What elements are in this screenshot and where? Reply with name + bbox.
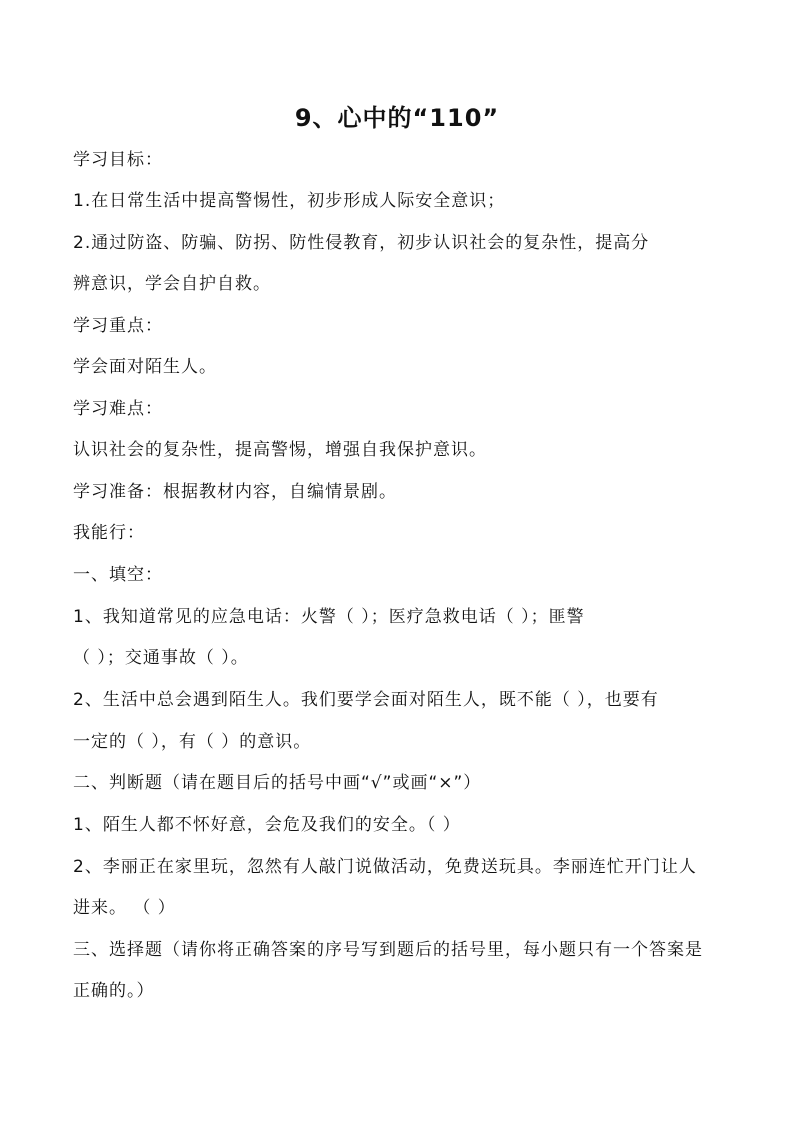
page-title: 9、心中的“110” (294, 104, 500, 132)
multiple-choice-heading-continued: 正确的。） (73, 981, 155, 1001)
fill-blank-question-2: 2、生活中总会遇到陌生人。我们要学会面对陌生人，既不能（ ），也要有 (73, 690, 659, 710)
preparation: 学习准备：根据教材内容，自编情景剧。 (73, 482, 397, 502)
true-false-heading: 二、判断题（请在题目后的括号中画“√”或画“×”） (73, 773, 482, 793)
true-false-question-2: 2、李丽正在家里玩，忽然有人敲门说做活动，免费送玩具。李丽连忙开门让人 (73, 857, 697, 877)
fill-blank-heading: 一、填空： (73, 565, 163, 585)
key-point: 学会面对陌生人。 (73, 357, 217, 377)
objective-1: 1.在日常生活中提高警惕性，初步形成人际安全意识； (73, 191, 506, 211)
section-heading-i-can: 我能行： (73, 523, 145, 543)
fill-blank-question-1: 1、我知道常见的应急电话：火警（ ）；医疗急救电话（ ）；匪警 (73, 607, 585, 627)
section-heading-objectives: 学习目标： (73, 150, 163, 170)
objective-2: 2.通过防盗、防骗、防拐、防性侵教育，初步认识社会的复杂性，提高分 (73, 233, 650, 253)
multiple-choice-heading: 三、选择题（请你将正确答案的序号写到题后的括号里，每小题只有一个答案是 (73, 940, 703, 960)
true-false-question-1: 1、陌生人都不怀好意，会危及我们的安全。（ ） (73, 815, 461, 835)
fill-blank-question-1-continued: （ ）；交通事故（ ）。 (73, 648, 249, 668)
section-heading-key-points: 学习重点： (73, 316, 163, 336)
section-heading-difficulties: 学习难点： (73, 399, 163, 419)
true-false-question-2-continued: 进来。 （ ） (73, 898, 176, 918)
fill-blank-question-2-continued: 一定的（ ），有（ ）的意识。 (73, 732, 312, 752)
objective-2-continued: 辨意识，学会自护自救。 (73, 274, 271, 294)
difficulty: 认识社会的复杂性，提高警惕，增强自我保护意识。 (73, 440, 487, 460)
